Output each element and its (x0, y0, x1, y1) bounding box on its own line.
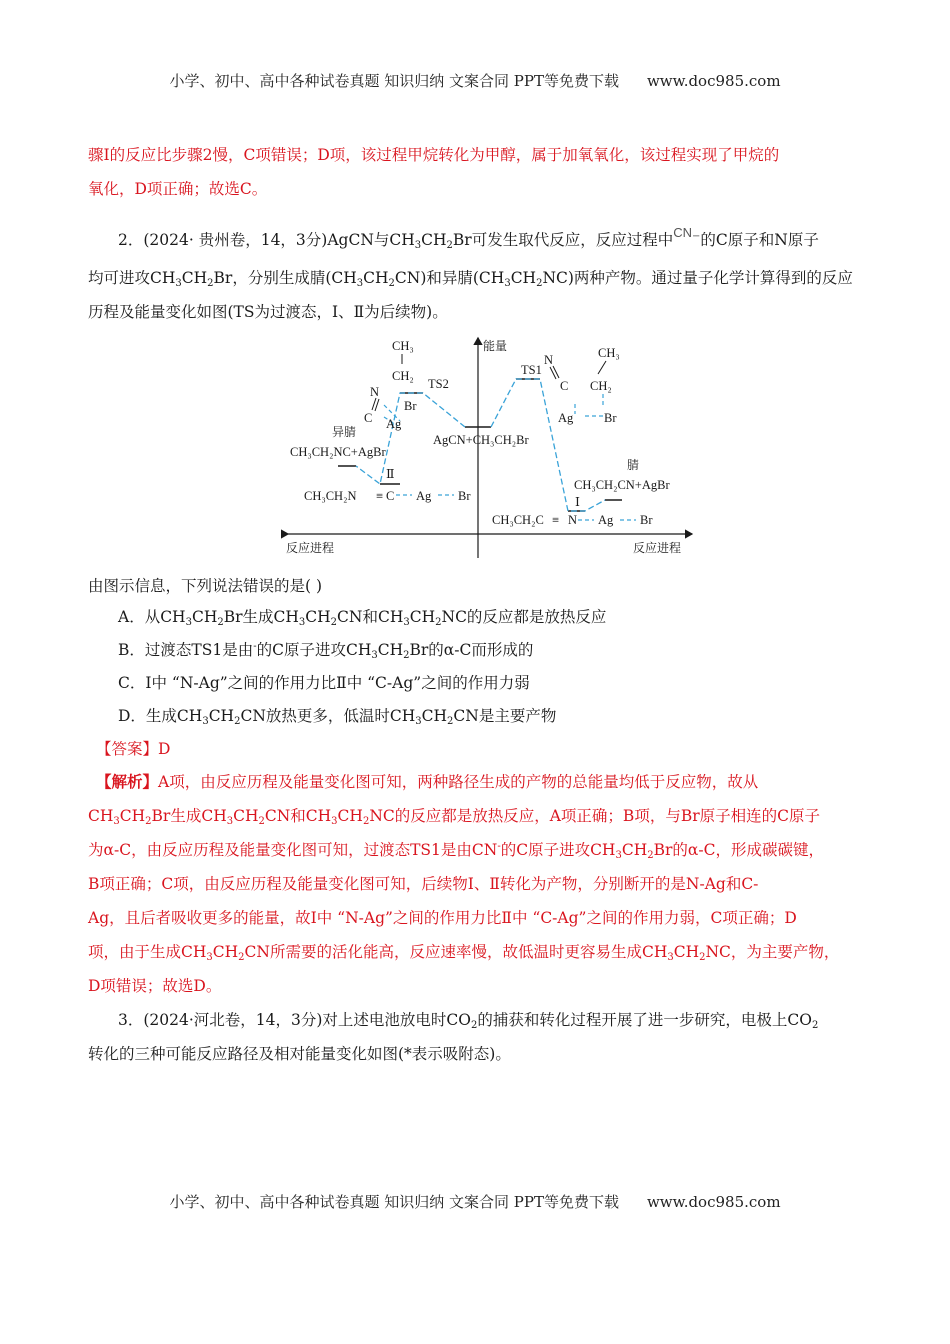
int-II-c: C (386, 489, 395, 503)
q3-line2: 转化的三种可能反应路径及相对能量变化如图(*表示吸附态)。 (88, 1045, 511, 1063)
x-axis-label-right: 反应进程 (633, 541, 682, 555)
energy-diagram (280, 332, 700, 564)
explanation-line2: $CH_3CH_2Br$生成$CH_3CH_2CN$和$CH_3CH_2NC$的反应都是放热反应，A项正确；B项，与Br原子相连的C原子 (88, 807, 820, 827)
header-site[interactable]: www.doc985.com (646, 72, 781, 90)
int-II-br: Br (458, 489, 471, 503)
explanation-line1: 【解析】A项，由反应历程及能量变化图可知，两种路径生成的产物的总能量均低于反应物，故从 (96, 772, 759, 791)
option-b[interactable]: B．过渡态TS1是由-的C原子进攻$CH_3CH_2Br$的α-C而形成的 (118, 641, 534, 661)
option-d[interactable]: D．生成$CH_3CH_2CN$放热更多，低温时$CH_3CH_2CN$是主要产物 (118, 707, 557, 727)
ts1-ag: Ag (558, 411, 574, 425)
ts2-c: C (364, 411, 373, 425)
ts1-br: Br (604, 411, 617, 425)
label-nitrile: 腈 (627, 458, 640, 472)
ts2-ch3: CH₃ (392, 339, 414, 353)
ts1-c: C (560, 379, 569, 393)
footer-text: 小学、初中、高中各种试卷真题 知识归纳 文案合同 PPT等免费下载 (169, 1193, 619, 1211)
option-a[interactable]: A．从$CH_3CH_2Br$生成$CH_3CH_2CN$和$CH_3CH_2NC$的反应都是放热反应 (118, 608, 607, 628)
label-ts2: TS2 (428, 377, 449, 391)
int-I-br: Br (640, 513, 653, 527)
ts2-ch2: CH₂ (392, 369, 414, 383)
header-text: 小学、初中、高中各种试卷真题 知识归纳 文案合同 PPT等免费下载 (169, 72, 619, 90)
q2-line3: 历程及能量变化如图(TS为过渡态，Ⅰ、Ⅱ为后续物)。 (88, 303, 448, 321)
svg-text:≡: ≡ (552, 513, 560, 527)
page-header (0, 70, 950, 91)
label-isonitrile-product: CH₃CH₂NC+AgBr (290, 445, 386, 459)
label-ts1: TS1 (521, 363, 542, 377)
q2-line1: 2．(2024· 贵州卷，14，3分)AgCN与$CH_3CH_2Br$可发生取代反应，反应过程中$^{CN-}$的C原子和N原子 (118, 225, 819, 251)
ts1-ch2: CH₂ (590, 379, 612, 393)
option-c[interactable]: C．Ⅰ中 “N-Ag”之间的作用力比Ⅱ中 “C-Ag”之间的作用力弱 (118, 674, 530, 692)
x-axis-label-left: 反应进程 (286, 541, 335, 555)
answer: 【答案】D (96, 740, 171, 758)
prev-explanation-line2: 氧化，D项正确；故选C。 (88, 180, 268, 198)
int-II-ch3ch2n: CH₃CH₂N (304, 489, 357, 503)
footer-site[interactable]: www.doc985.com (646, 1193, 781, 1211)
cn-ion: CN (673, 225, 692, 240)
explanation-line5: Ag，且后者吸收更多的能量，故Ⅰ中 “N-Ag”之间的作用力比Ⅱ中 “C-Ag”之间的作用力弱，C项正确；D (88, 909, 797, 927)
int-II-ag: Ag (416, 489, 432, 503)
ts2-n: N (370, 385, 380, 399)
prev-explanation-line1: 骤Ⅰ的反应比步骤2慢，C项错误；D项，该过程甲烷转化为甲醇，属于加氧氧化，该过程实现了甲烷的 (88, 146, 780, 164)
label-isonitrile: 异腈 (332, 425, 357, 439)
svg-text:≡: ≡ (376, 489, 384, 503)
q2-stem: 由图示信息，下列说法错误的是( ) (88, 577, 323, 595)
explanation-line4: B项正确；C项，由反应历程及能量变化图可知，后续物Ⅰ、Ⅱ转化为产物，分别断开的是N-Ag和C- (88, 875, 759, 893)
label-nitrile-product: CH₃CH₂CN+AgBr (574, 478, 670, 492)
energy-axis-label: 能量 (483, 339, 508, 353)
int-I-n: N (568, 513, 578, 527)
q3-line1: 3．(2024·河北卷，14，3分)对上述电池放电时$CO_2$的捕获和转化过程开展了进一步研究，电极上$CO_2$ (118, 1011, 819, 1031)
int-I-ch3ch2c: CH₃CH₂C (492, 513, 544, 527)
explanation-line3: 为α-C，由反应历程及能量变化图可知，过渡态TS1是由CN-的C原子进攻$CH_3CH_2Br$的α-C，形成碳碳键， (88, 841, 824, 861)
ts2-ag: Ag (386, 417, 402, 431)
label-int-I: Ⅰ (575, 495, 580, 509)
explanation-line6: 项，由于生成$CH_3CH_2CN$所需要的活化能高，反应速率慢，故低温时更容易生成$CH_3CH_2NC$，为主要产物， (88, 943, 840, 963)
q2-line2: 均可进攻$CH_3CH_2Br$，分别生成腈$(CH_3CH_2CN)$和异腈$(CH_3CH_2NC)$两种产物。通过量子化学计算得到的反应 (88, 269, 853, 289)
int-I-ag: Ag (598, 513, 614, 527)
ts1-ch3: CH₃ (598, 346, 620, 360)
ts1-n: N (544, 353, 554, 367)
label-reactant: AgCN+CH₃CH₂Br (433, 433, 529, 447)
ts2-br: Br (404, 399, 417, 413)
label-int-II: Ⅱ (386, 467, 395, 481)
explanation-line7: D项错误；故选D。 (88, 977, 222, 995)
page-footer (0, 1191, 950, 1212)
